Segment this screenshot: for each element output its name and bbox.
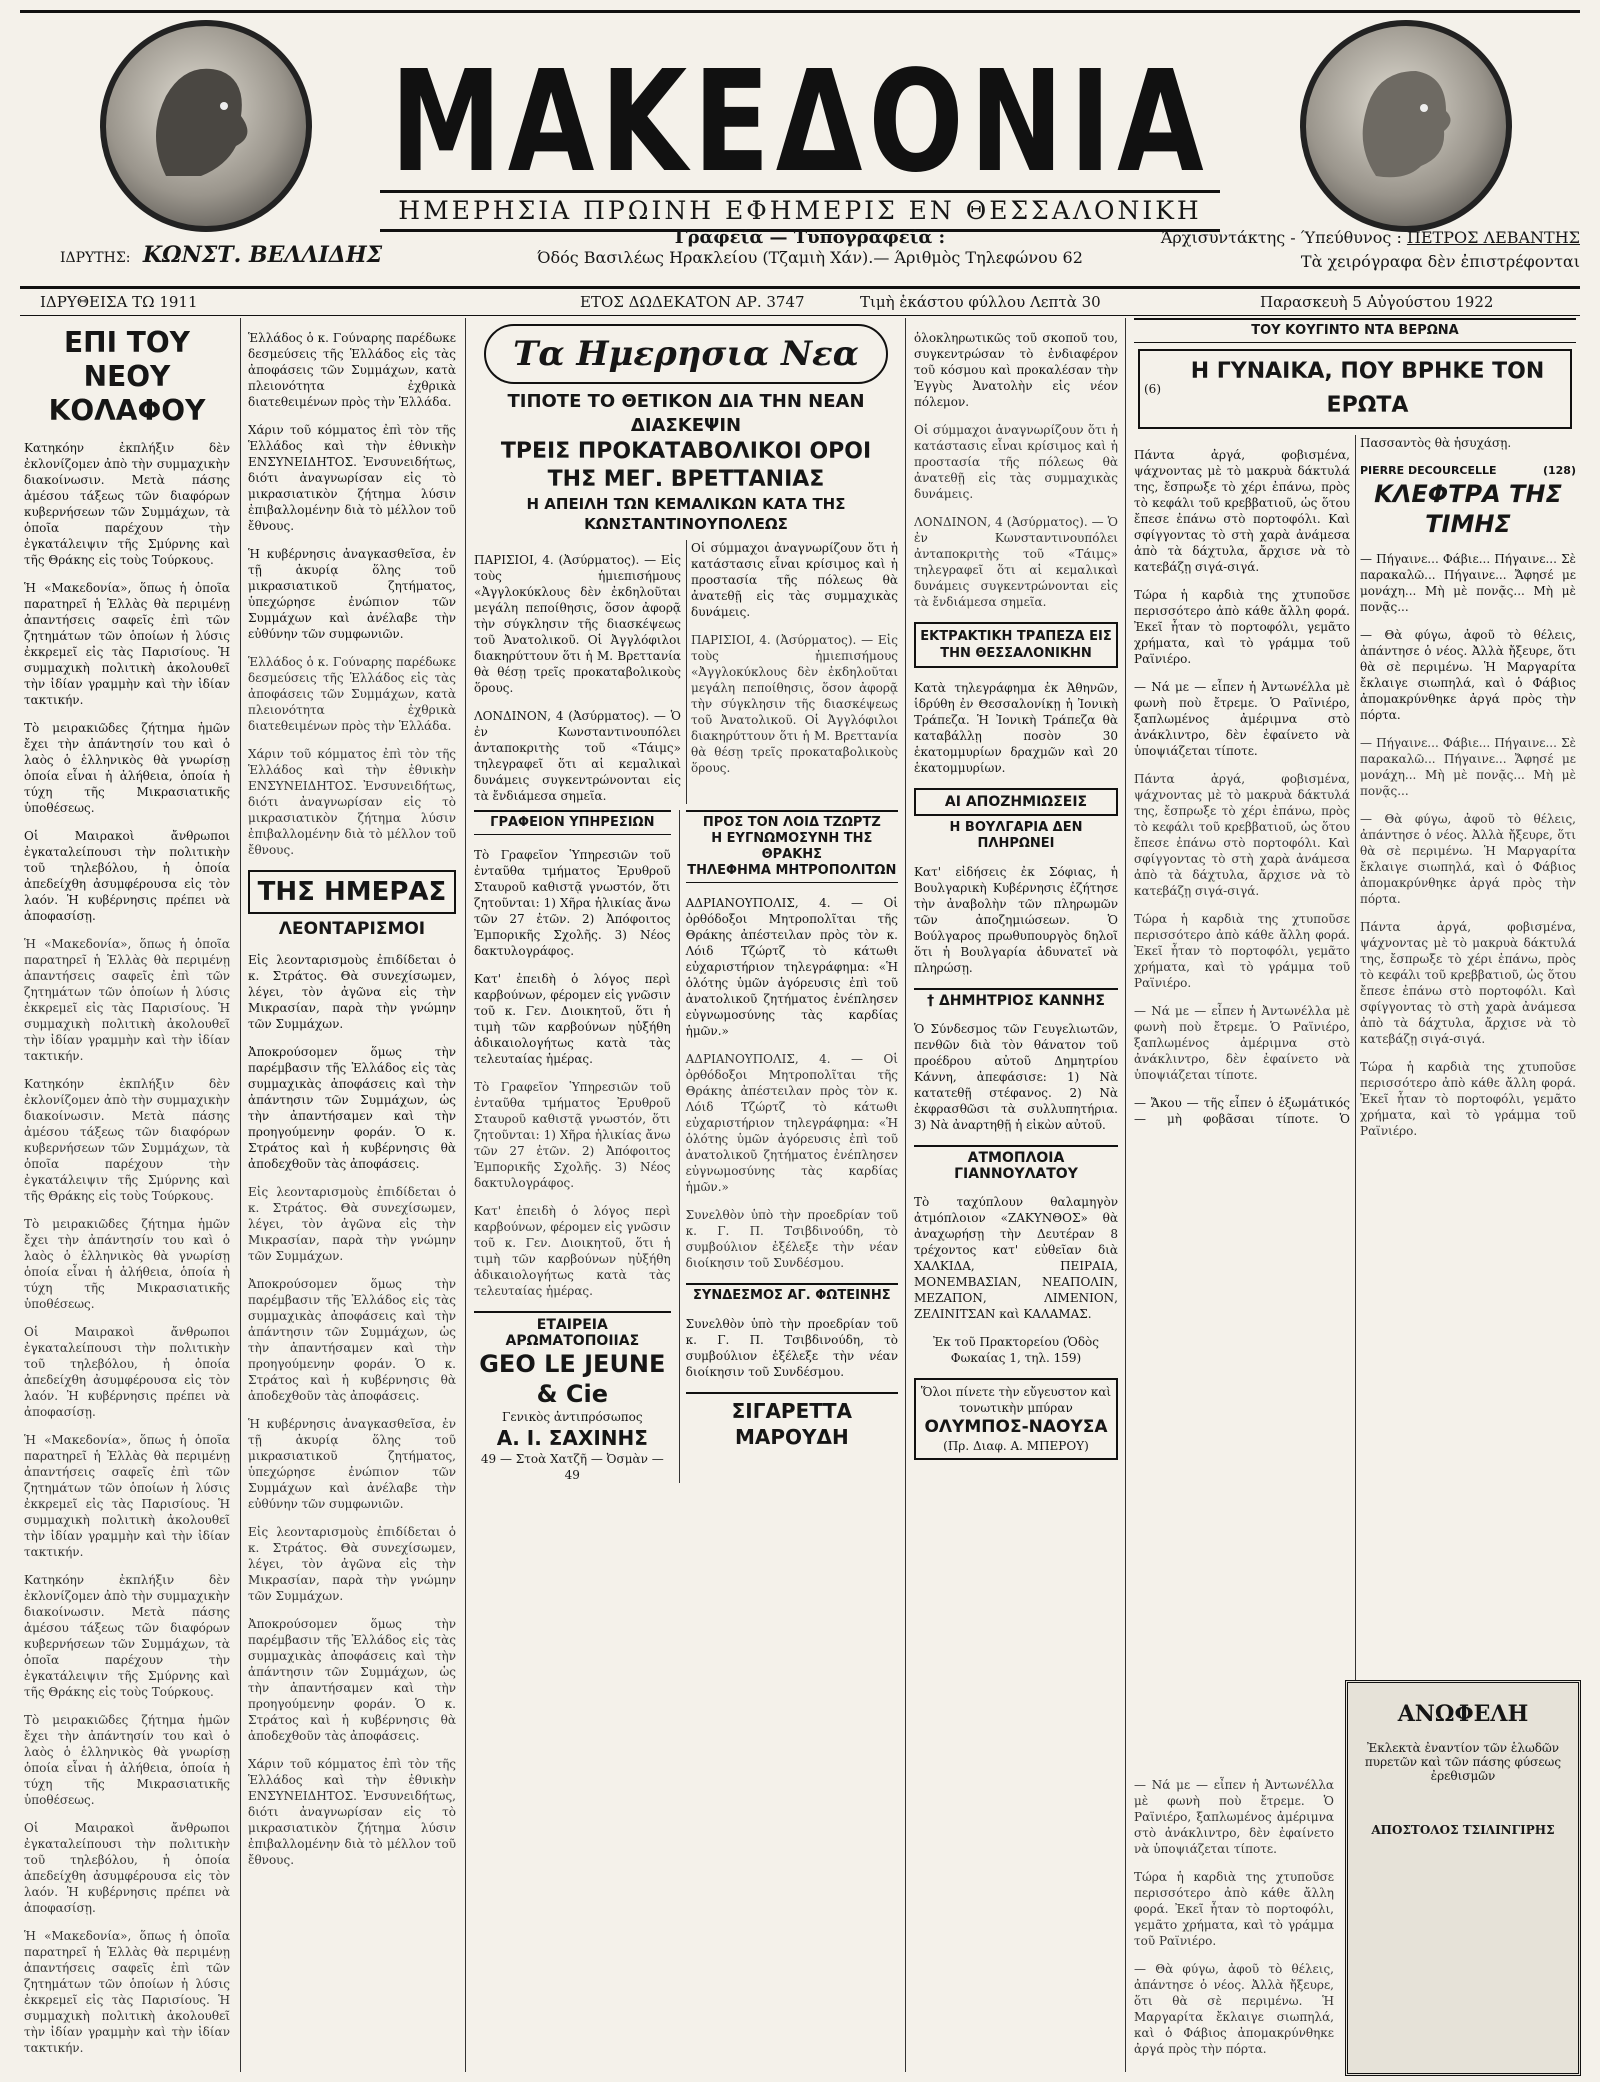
newspaper-title: ΜΑΚΕΔΟΝΙΑ <box>390 41 1210 204</box>
column-1 <box>24 318 230 2072</box>
col2b-paragraph: Ἀποκρούσομεν ὅμως τὴν παρέμβασιν τῆς Ἑλλάδος εἰς τὰς συμμαχικὰς ἀποφάσεις καὶ τὴν ἀπάντησιν τῶν Συμμάχων, ὡς τὴν ἀπαντήσαμεν καὶ τὴν προηγούμενην φοράν. Ὁ κ. Στράτος καὶ ἡ κυβέρνησις θὰ ἀποδεχθοῦν τὰς ἀποφάσεις. <box>248 1277 456 1403</box>
col1-paragraph: Τὸ μειρακιῶδες ζήτημα ἡμῶν ἔχει τὴν ἀπάντησίν του καὶ ὁ λαὸς ὁ ἑλληνικὸς θὰ γνωρίσῃ ὁποία εἶναι ἡ ἀλήθεια, ὁποία ἡ τύχη τῆς Μικρασιατικῆς ὑποθέσεως. <box>24 1217 230 1311</box>
col2-paragraph: Ἑλλάδος ὁ κ. Γούναρης παρέδωκε δεσμεύσεις τῆς Ἑλλάδος εἰς τὰς ἀποφάσεις τῶν Συμμάχων, κατὰ πλειονότητα ἐχθρικὰ διατεθειμένων πρὸς τὴν Ἑλλάδα. <box>248 331 456 409</box>
col1-paragraph: Οἱ Μαιρακοὶ ἄνθρωποι ἐγκαταλείπουσι τὴν πολιτικὴν τοῦ τηλεβόλου, ἡ ὁποία ἀπεδείχθη ἀσυμφέρουσα εἰς τὸν λαόν. Ἡ κυβέρνησις πρέπει νὰ ἀποφασίσῃ. <box>24 1325 230 1419</box>
news-paragraph: ΛΟΝΔΙΝΟΝ, 4 (Ἀσύρματος). — Ὁ ἐν Κωνσταντινουπόλει ἀνταποκριτὴς τοῦ «Τάιμς» τηλεγραφεῖ ὅτι αἱ κεμαλικαὶ δυνάμεις συγκεντρώνονται εἰς τὰ ἔνδιάμεσα σημεῖα. <box>474 709 681 803</box>
founder-label: ΙΔΡΥΤΗΣ: <box>60 250 131 266</box>
shipping-heading: ΑΤΜΟΠΛΟΙΑ ΓΙΑΝΝΟΥΛΑΤΟΥ <box>914 1145 1118 1182</box>
serial-paragraph: Τώρα ἡ καρδιὰ της χτυποῦσε περισσότερο ἀπὸ κάθε ἄλλη φορά. Ἐκεῖ ἦταν τὸ πορτοφόλι, γεμᾶτο χρήματα, καὶ τὸ γράμμα τοῦ Ραϊνιέρο. <box>1134 1870 1334 1948</box>
serial2-paragraph: — Πήγαινε... Φάβιε... Πήγαινε... Σὲ παρακαλῶ... Πήγαινε... Ἄφησέ με μονάχη... Μὴ μὲ πονᾷς... Μὴ μὲ πονᾷς... <box>1360 552 1576 614</box>
col1-headline: ΕΠΙ ΤΟΥ ΝΕΟΥ ΚΟΛΑΦΟΥ <box>48 326 206 427</box>
manuscripts-note: Τὰ χειρόγραφα δὲν ἐπιστρέφονται <box>1300 252 1580 271</box>
col2b-paragraph: Ἀποκρούσομεν ὅμως τὴν παρέμβασιν τῆς Ἑλλάδος εἰς τὰς συμμαχικὰς ἀποφάσεις καὶ τὴν ἀπάντησιν τῶν Συμμάχων, ὡς τὴν ἀπαντήσαμεν καὶ τὴν προηγούμενην φοράν. Ὁ κ. Στράτος καὶ ἡ κυβέρνησις θὰ ἀποδεχθοῦν τὰς ἀποφάσεις. <box>248 1617 456 1743</box>
col2-paragraph: Χάριν τοῦ κόμματος ἐπὶ τὸν τῆς Ἑλλάδος καὶ τὴν ἐθνικὴν ΕΝΣΥΝΕΙΔΗΤΟΣ. Ἐνσυνειδήτως, διότι ἀναγνωρίσαν εἰς τὸ μικρασιατικὸν ζήτημα λύσιν ἐπιβαλλομένην διὰ τὸ μέλλον τοῦ ἔθνους. <box>248 747 456 857</box>
serial-paragraph: — Νά με — εἶπεν ἡ Ἀντωνέλλα μὲ φωνὴ ποὺ ἔτρεμε. Ὁ Ραϊνιέρο, ξαπλωμένος ἀμέριμνα στὸ ἀνάκλιντρο, δὲν ἐφαίνετο νὰ ὑποψιάζεται τίποτε. <box>1134 680 1350 758</box>
serial2-paragraph: — Θὰ φύγω, ἀφοῦ τὸ θέλεις, ἀπάντησε ὁ νέος. Ἀλλὰ ἤξευρε, ὅτι θὰ σὲ περιμένω. Ἡ Μαργαρίτα ἔκλαιγε σιωπηλά, καὶ ὁ Φάβιος ἀπομακρύνθηκε ἀργά πρὸς τὴν πόρτα. <box>1360 812 1576 906</box>
serial2-title: ΚΛΕΦΤΡΑ ΤΗΣ ΤΙΜΗΣ <box>1374 480 1562 538</box>
col2b-paragraph: Ἀποκρούσομεν ὅμως τὴν παρέμβασιν τῆς Ἑλλάδος εἰς τὰς συμμαχικὰς ἀποφάσεις καὶ τὴν ἀπάντησιν τῶν Συμμάχων, ὡς τὴν ἀπαντήσαμεν καὶ τὴν προηγούμενην φοράν. Ὁ κ. Στράτος καὶ ἡ κυβέρνησις θὰ ἀποδεχθοῦν τὰς ἀποφάσεις. <box>248 1045 456 1171</box>
col4-paragraph: ὁλοκληρωτικῶς τοῦ σκοποῦ του, συγκεντρώσαν τὸ ἐνδιαφέρον τοῦ κόσμου καὶ προκαλέσαν τὴν Ἐγγὺς Ἀνατολὴν εἰς νέον πόλεμον. <box>914 331 1118 409</box>
col1-paragraph: Ἡ «Μακεδονία», ὅπως ἡ ὁποῖα παρατηρεῖ ἡ Ἑλλὰς θὰ περιμένῃ ἀπαντήσεις σαφεῖς ἐπὶ τῶν ζητημάτων τῶν ὁποίων ἡ λύσις ἐκκρεμεῖ εἰς τὰς Παρισίους. Ἡ συμμαχικὴ πολιτικὴ ἀκολουθεῖ τὴν ἰδίαν γραμμὴν καὶ τὴν ἰδίαν τακτικήν. <box>24 581 230 707</box>
reparations-heading: ΑΙ ΑΠΟΖΗΜΙΩΣΕΙΣ <box>914 788 1118 816</box>
col2b-paragraph: Ἡ κυβέρνησις ἀναγκασθεῖσα, ἐν τῇ ἀκυρίᾳ ὅλης τοῦ μικρασιατικοῦ ζητήματος, ὑπεχώρησε ἐνώπιον τῶν Συμμάχων καὶ ἀνέλαβε τὴν εὐθύνην τῶν συμφωνιῶν. <box>248 1417 456 1511</box>
issue-number: ΕΤΟΣ ΔΩΔΕΚΑΤΟΝ ΑΡ. 3747 <box>580 293 805 311</box>
top-rule <box>20 10 1580 13</box>
col1-paragraph: Ἡ «Μακεδονία», ὅπως ἡ ὁποῖα παρατηρεῖ ἡ Ἑλλὰς θὰ περιμένῃ ἀπαντήσεις σαφεῖς ἐπὶ τῶν ζητημάτων τῶν ὁποίων ἡ λύσις ἐκκρεμεῖ εἰς τὰς Παρισίους. Ἡ συμμαχικὴ πολιτικὴ ἀκολουθεῖ τὴν ἰδίαν γραμμὴν καὶ τὴν ἰδίαν τακτικήν. <box>24 937 230 1063</box>
cigarette-ad: ΣΙΓΑΡΕΤΤΑ ΜΑΡΟΥΔΗ <box>686 1392 898 1450</box>
column-news <box>474 318 898 2072</box>
thrace-heading-1: ΠΡΟΣ ΤΟΝ ΛΟΙΔ ΤΖΩΡΤΖ <box>686 810 898 831</box>
thrace-paragraph: Συνελθὸν ὑπὸ τὴν προεδρίαν τοῦ κ. Γ. Π. Τσιβδινούδη, τὸ συμβούλιον ἐξέλεξε τὴν νέαν διοίκησιν τοῦ Συνδέσμου. <box>685 1208 898 1270</box>
serial2-author: PIERRE DECOURCELLE <box>1360 464 1497 477</box>
serial-paragraph: — Θὰ φύγω, ἀφοῦ τὸ θέλεις, ἀπάντησε ὁ νέος. Ἀλλὰ ἤξευρε, ὅτι θὰ σὲ περιμένω. Ἡ Μαργαρίτα ἔκλαιγε σιωπηλά, καὶ ὁ Φάβιος ἀπομακρύνθηκε ἀργά πρὸς τὴν πόρτα. <box>1134 1962 1334 2056</box>
col2b-paragraph: Εἰς λεονταρισμοὺς ἐπιδίδεται ὁ κ. Στράτος. Θὰ συνεχίσωμεν, λέγει, τὸν ἀγῶνα εἰς τὴν Μικρασίαν, παρὰ τὴν γνώμην τῶν Συμμάχων. <box>248 1525 456 1603</box>
beer-ad-agent: (Πρ. Διαφ. Α. ΜΠΕΡΟΥ) <box>943 1439 1089 1453</box>
anofeli-ad-title: ΑΝΩΦΕΛΗ <box>1397 1701 1529 1727</box>
col1-paragraph: Τὸ μειρακιῶδες ζήτημα ἡμῶν ἔχει τὴν ἀπάντησίν του καὶ ὁ λαὸς ὁ ἑλληνικὸς θὰ γνωρίσῃ ὁποία εἶναι ἡ ἀλήθεια, ὁποία ἡ τύχη τῆς Μικρασιατικῆς ὑποθέσεως. <box>24 721 230 815</box>
bank-heading: ΕΚΤΡΑΚΤΙΚΗ ΤΡΑΠΕΖΑ ΕΙΣ ΤΗΝ ΘΕΣΣΑΛΟΝΙΚΗΝ <box>914 622 1118 668</box>
column-4 <box>914 318 1118 2072</box>
founded-year: ΙΔΡΥΘΕΙΣΑ ΤΩ 1911 <box>40 293 198 311</box>
news-paragraph: Οἱ σύμμαχοι ἀναγνωρίζουν ὅτι ἡ κατάστασις εἶναι κρίσιμος καὶ ἡ προστασία τῆς πόλεως θὰ ἀνατεθῇ εἰς τὰς συμμαχικὰς δυνάμεις. <box>691 541 898 619</box>
thrace-heading-2: Η ΕΥΓΝΩΜΟΣΥΝΗ ΤΗΣ ΘΡΑΚΗΣ <box>711 831 873 862</box>
offices-heading: Γραφεία — Τυπογραφεία : <box>674 227 946 248</box>
perfume-ad-brand: GEO LE JEUNE & Cie <box>479 1350 666 1408</box>
offices <box>450 228 1170 268</box>
bank-paragraph: Κατὰ τηλεγράφημα ἐκ Ἀθηνῶν, ἱδρύθη ἐν Θεσσαλονίκῃ ἡ Ἰονικὴ Τράπεζα. Ἡ Ἰονικὴ Τράπεζα θὰ καταβάλλῃ ποσὸν 30 ἑκατομμυρίων δραχμῶν καὶ 20 ἑκατομμυρίων. <box>914 681 1118 775</box>
reparations-subheading: Η ΒΟΥΛΓΑΡΙΑ ΔΕΝ ΠΛΗΡΩΝΕΙ <box>949 820 1083 851</box>
serial-paragraph: Τώρα ἡ καρδιὰ της χτυποῦσε περισσότερο ἀπὸ κάθε ἄλλη φορά. Ἐκεῖ ἦταν τὸ πορτοφόλι, γεμᾶτο χρήματα, καὶ τὸ γράμμα τοῦ Ραϊνιέρο. <box>1134 912 1350 990</box>
beer-ad <box>914 1378 1118 1460</box>
services-column <box>474 810 671 1483</box>
agia-foteini-heading: ΣΥΝΔΕΣΜΟΣ ΑΓ. ΦΩΤΕΙΝΗΣ <box>686 1283 898 1304</box>
serial2-paragraph: — Θὰ φύγω, ἀφοῦ τὸ θέλεις, ἀπάντησε ὁ νέος. Ἀλλὰ ἤξευρε, ὅτι θὰ σὲ περιμένω. Ἡ Μαργαρίτα ἔκλαιγε σιωπηλά, καὶ ὁ Φάβιος ἀπομακρύνθηκε ἀργά πρὸς τὴν πόρτα. <box>1360 628 1576 722</box>
serial-title-box <box>1138 349 1572 429</box>
serial-paragraph: — Νά με — εἶπεν ἡ Ἀντωνέλλα μὲ φωνὴ ποὺ ἔτρεμε. Ὁ Ραϊνιέρο, ξαπλωμένος ἀμέριμνα στὸ ἀνάκλιντρο, δὲν ἐφαίνετο νὰ ὑποψιάζεται τίποτε. <box>1134 1004 1350 1082</box>
shipping-paragraph: Τὸ ταχύπλουν θαλαμηγὸν ἀτμόπλοιον «ΖΑΚΥΝΘΟΣ» θὰ ἀναχωρήσῃ τὴν Δευτέραν 8 τρέχοντος κατ' εὐθεῖαν διὰ ΧΑΛΚΙΔΑ, ΠΕΙΡΑΙΑ, ΜΟΝΕΜΒΑΣΙΑΝ, ΝΕΑΠΟΛΙΝ, ΜΕΖΑΠΟΝ, ΛΙΜΕΝΙΟΝ, ΖΕΛΙΝΙΤΣΑΝ καὶ ΚΑΛΑΜΑΣ. <box>914 1195 1118 1321</box>
services-paragraph: Τὸ Γραφεῖον Ὑπηρεσιῶν τοῦ ἐνταῦθα τμήματος Ἐρυθροῦ Σταυροῦ καθιστᾷ γνωστόν, ὅτι ζητοῦνται: 1) Χῆρα ἡλικίας ἄνω τῶν 27 ἐτῶν. 2) Ἀπόφοιτος Ἐμπορικῆς Σχολῆς. 3) Νέος δακτυλογράφος. <box>474 848 671 958</box>
news-paragraph: ΠΑΡΙΣΙΟΙ, 4. (Ἀσύρματος). — Εἰς τοὺς ἡμιεπισήμους «Ἀγγλοκύκλους δὲν ἐκδηλοῦται μεγάλη πεποίθησις, ὅσον ἀφορᾷ τὴν σύγκλησιν τῆς διασκέψεως τοῦ Ἀνατολικοῦ. Οἱ Ἀγγλόφιλοι διακηρύττουν ὅτι ἡ Μ. Βρεττανία θὰ θέσῃ τρεῖς προκαταβολικοὺς ὅρους. <box>474 553 681 695</box>
serial-paragraph: Τώρα ἡ καρδιὰ της χτυποῦσε περισσότερο ἀπὸ κάθε ἄλλη φορά. Ἐκεῖ ἦταν τὸ πορτοφόλι, γεμᾶτο χρήματα, καὶ τὸ γράμμα τοῦ Ραϊνιέρο. <box>1134 588 1350 666</box>
column-2 <box>248 318 456 2072</box>
serial-paragraph: Πάντα ἀργά, φοβισμένα, ψάχνοντας μὲ τὸ μακρυὰ δάκτυλά της, ἔσπρωξε τὸ χέρι ἐπάνω, πρὸς τὸ κεφάλι τοῦ κρεββατιοῦ, ὡς ὅτου ἔπεσε ἐπάνω στὸ πορτοφόλι. Καὶ σφίγγοντας τὸ στὴ χαρὰ ἀνάμεσα ἀπὸ τὰ δάχτυλα, ἄρχισε νὰ τὸ κατεβάζῃ σιγά-σιγά. <box>1134 772 1350 898</box>
col2b-paragraph: Εἰς λεονταρισμοὺς ἐπιδίδεται ὁ κ. Στράτος. Θὰ συνεχίσωμεν, λέγει, τὸν ἀγῶνα εἰς τὴν Μικρασίαν, παρὰ τὴν γνώμην τῶν Συμμάχων. <box>248 1185 456 1263</box>
thrace-heading-3: ΤΗΛΕΦΗΜΑ ΜΗΤΡΟΠΟΛΙΤΩΝ <box>686 863 898 883</box>
col1-paragraph: Κατηκόην ἐκπλήξιν δὲν ἐκλονίζομεν ἀπὸ τὴν συμμαχικὴν διακοίνωσιν. Μετὰ πάσης ἀμέσου τάξεως τῶν διαφόρων κυβερνήσεων τῶν Συμμάχων, τὰ ὁποῖα παρέχουν τὴν ἐγκατάλειψιν τῆς Σμύρνης καὶ τῆς Θράκης εἰς τοὺς Τούρκους. <box>24 441 230 567</box>
editor-label: Άρχισυντάκτης - Ύπεύθυνος : <box>1160 228 1402 247</box>
perfume-ad-address: 49 — Στοὰ Χατζῆ — Ὀσμὰν — 49 <box>480 1452 664 1482</box>
info-row <box>20 228 1580 288</box>
serial2-number: (128) <box>1542 464 1576 477</box>
serial-paragraph: Πάντα ἀργά, φοβισμένα, ψάχνοντας μὲ τὸ μακρυὰ δάκτυλά της, ἔσπρωξε τὸ χέρι ἐπάνω, πρὸς τὸ κεφάλι τοῦ κρεββατιοῦ, ὡς ὅτου ἔπεσε ἐπάνω στὸ πορτοφόλι. Καὶ σφίγγοντας τὸ στὴ χαρὰ ἀνάμεσα ἀπὸ τὰ δάχτυλα, ἄρχισε νὰ τὸ κατεβάζῃ σιγά-σιγά. <box>1134 448 1350 574</box>
perfume-ad-sub: Γενικὸς ἀντιπρόσωπος <box>502 1410 643 1424</box>
editor-name: ΠΕΤΡΟΣ ΛΕΒΑΝΤΗΣ <box>1406 228 1580 247</box>
serial-paragraph: — Ἄκου — τῆς εἶπεν ὁ ἑξωμάτικός — μὴ φοβᾶσαι τίποτε. Ὁ Πασσαντὸς θὰ ἡσυχάσῃ. <box>1134 436 1512 1126</box>
issue-date: Παρασκευὴ 5 Αὐγούστου 1922 <box>1260 293 1494 311</box>
col2b-paragraph: Χάριν τοῦ κόμματος ἐπὶ τὸν τῆς Ἑλλάδος καὶ τὴν ἐθνικὴν ΕΝΣΥΝΕΙΔΗΤΟΣ. Ἐνσυνειδήτως, διότι ἀναγνωρίσαν εἰς τὸ μικρασιατικὸν ζήτημα λύσιν ἐπιβαλλομένην διὰ τὸ μέλλον τοῦ ἔθνους. <box>248 1757 456 1867</box>
col1-paragraph: Τὸ μειρακιῶδες ζήτημα ἡμῶν ἔχει τὴν ἀπάντησίν του καὶ ὁ λαὸς ὁ ἑλληνικὸς θὰ γνωρίσῃ ὁποία εἶναι ἡ ἀλήθεια, ὁποία ἡ τύχη τῆς Μικρασιατικῆς ὑποθέσεως. <box>24 1713 230 1807</box>
thrace-paragraph: ΑΔΡΙΑΝΟΥΠΟΛΙΣ, 4. — Οἱ ὀρθόδοξοι Μητροπολῖται τῆς Θράκης ἀπέστειλαν πρὸς τὸν κ. Λόιδ Τζώρτζ τὸ κάτωθι εὐχαριστήριον τηλεγράφημα: «Ἡ ὁλότης ὑμῶν ἀγόρευσις ἐπὶ τοῦ ἀνατολικοῦ ζητήματος ἐνέπλησεν εὐγνωμοσύνης τὰς καρδίας ἡμῶν.» <box>685 1052 898 1194</box>
offices-address: Όδός Βασιλέως Ηρακλείου (Τζαμιὴ Χάν).— Άριθμὸς Τηλεφώνου 62 <box>537 248 1083 267</box>
serial-number: (6) <box>1144 382 1161 396</box>
col1-paragraph: Κατηκόην ἐκπλήξιν δὲν ἐκλονίζομεν ἀπὸ τὴν συμμαχικὴν διακοίνωσιν. Μετὰ πάσης ἀμέσου τάξεως τῶν διαφόρων κυβερνήσεων τῶν Συμμάχων, τὰ ὁποῖα παρέχουν τὴν ἐγκατάλειψιν τῆς Σμύρνης καὶ τῆς Θράκης εἰς τοὺς Τούρκους. <box>24 1573 230 1699</box>
editor <box>1160 228 1580 247</box>
serial-paragraph: — Νά με — εἶπεν ἡ Ἀντωνέλλα μὲ φωνὴ ποὺ ἔτρεμε. Ὁ Ραϊνιέρο, ξαπλωμένος ἀμέριμνα στὸ ἀνάκλιντρο, δὲν ἐφαίνετο νὰ ὑποψιάζεται τίποτε. <box>1134 1778 1334 1856</box>
obituary-paragraph: Ὁ Σύνδεσμος τῶν Γευγελιωτῶν, πενθῶν διὰ τὸν θάνατον τοῦ προέδρου αὐτοῦ Δημητρίου Κάννη, ἀπεφάσισε: 1) Νὰ κατατεθῇ στέφανος. 2) Νὰ ἐκφρασθῶσι τὰ συλλυπητήρια. 3) Νὰ ἀναρτηθῇ ἡ εἰκὼν αὐτοῦ. <box>914 1022 1118 1132</box>
news-headline-3: Η ΑΠΕΙΛΗ ΤΩΝ ΚΕΜΑΛΙΚΩΝ ΚΑΤΑ ΤΗΣ ΚΩΝΣΤΑΝΤΙΝΟΥΠΟΛΕΩΣ <box>526 495 846 533</box>
reparations-paragraph: Κατ' εἰδήσεις ἐκ Σόφιας, ἡ Βουλγαρικὴ Κυβέρνησις ἐζήτησε τὴν ἀναβολὴν τῶν πληρωμῶν τῶν ἀποζημιώσεων. Ὁ Βούλγαρος πρωθυπουργὸς δηλοῖ ὅτι ἡ Βουλγαρία ἀδυνατεῖ νὰ πληρώσῃ. <box>914 865 1118 975</box>
col1-paragraph: Ἡ «Μακεδονία», ὅπως ἡ ὁποῖα παρατηρεῖ ἡ Ἑλλὰς θὰ περιμένῃ ἀπαντήσεις σαφεῖς ἐπὶ τῶν ζητημάτων τῶν ὁποίων ἡ λύσις ἐκκρεμεῖ εἰς τὰς Παρισίους. Ἡ συμμαχικὴ πολιτικὴ ἀκολουθεῖ τὴν ἰδίαν γραμμὴν καὶ τὴν ἰδίαν τακτικήν. <box>24 1929 230 2055</box>
serial2-paragraph: Πάντα ἀργά, φοβισμένα, ψάχνοντας μὲ τὸ μακρυὰ δάκτυλά της, ἔσπρωξε τὸ χέρι ἐπάνω, πρὸς τὸ κεφάλι τοῦ κρεββατιοῦ, ὡς ὅτου ἔπεσε ἐπάνω στὸ πορτοφόλι. Καὶ σφίγγοντας τὸ στὴ χαρὰ ἀνάμεσα ἀπὸ τὰ δάχτυλα, ἄρχισε νὰ τὸ κατεβάζῃ σιγά-σιγά. <box>1360 920 1576 1046</box>
serial2-paragraph: — Πήγαινε... Φάβιε... Πήγαινε... Σὲ παρακαλῶ... Πήγαινε... Ἄφησέ με μονάχη... Μὴ μὲ πονᾷς... Μὴ μὲ πονᾷς... <box>1360 736 1576 798</box>
anofeli-ad-footer: ΑΠΟΣΤΟΛΟΣ ΤΣΙΛΙΝΓΙΡΗΣ <box>1371 1823 1555 1837</box>
perfume-ad <box>474 1311 671 1483</box>
tis-imeras-sub: ΛΕΟΝΤΑΡΙΣΜΟΙ <box>278 919 426 939</box>
col1-paragraph: Κατηκόην ἐκπλήξιν δὲν ἐκλονίζομεν ἀπὸ τὴν συμμαχικὴν διακοίνωσιν. Μετὰ πάσης ἀμέσου τάξεως τῶν διαφόρων κυβερνήσεων τῶν Συμμάχων, τὰ ὁποῖα παρέχουν τὴν ἐγκατάλειψιν τῆς Σμύρνης καὶ τῆς Θράκης εἰς τοὺς Τούρκους. <box>24 1077 230 1203</box>
dateline <box>20 286 1580 316</box>
beer-ad-text: Ὅλοι πίνετε τὴν εὔγευστον καὶ τονωτικὴν μπύραν <box>920 1385 1112 1415</box>
services-paragraph: Κατ' ἐπειδὴ ὁ λόγος περὶ καρβούνων, φέρομεν εἰς γνῶσιν τοῦ κ. Γεν. Διοικητοῦ, ὅτι ἡ τιμὴ τῶν καρβούνων ηὐξήθη ἀδικαιολογήτως κατὰ τὰς τελευταίας ἡμέρας. <box>474 1204 671 1298</box>
col1-paragraph: Ἡ «Μακεδονία», ὅπως ἡ ὁποῖα παρατηρεῖ ἡ Ἑλλὰς θὰ περιμένῃ ἀπαντήσεις σαφεῖς ἐπὶ τῶν ζητημάτων τῶν ὁποίων ἡ λύσις ἐκκρεμεῖ εἰς τὰς Παρισίους. Ἡ συμμαχικὴ πολιτικὴ ἀκολουθεῖ τὴν ἰδίαν γραμμὴν καὶ τὴν ἰδίαν τακτικήν. <box>24 1433 230 1559</box>
serial-section: ΤΟΥ ΚΟΥΓΙΝΤΟ ΝΤΑ ΒΕΡΩΝΑ <box>1134 318 1576 343</box>
perfume-ad-name: Α. Ι. ΣΑΧΙΝΗΣ <box>496 1426 648 1450</box>
col1-paragraph: Οἱ Μαιρακοὶ ἄνθρωποι ἐγκαταλείπουσι τὴν πολιτικὴν τοῦ τηλεβόλου, ἡ ὁποία ἀπεδείχθη ἀσυμφέρουσα εἰς τὸν λαόν. Ἡ κυβέρνησις πρέπει νὰ ἀποφασίσῃ. <box>24 829 230 923</box>
thrace-paragraph: ΑΔΡΙΑΝΟΥΠΟΛΙΣ, 4. — Οἱ ὀρθόδοξοι Μητροπολῖται τῆς Θράκης ἀπέστειλαν πρὸς τὸν κ. Λόιδ Τζώρτζ τὸ κάτωθι εὐχαριστήριον τηλεγράφημα: «Ἡ ὁλότης ὑμῶν ἀγόρευσις ἐπὶ τοῦ ἀνατολικοῦ ζητήματος ἐνέπλησεν εὐγνωμοσύνης τὰς καρδίας ἡμῶν.» <box>685 896 898 1038</box>
founder <box>60 242 382 268</box>
news-headline-1: ΤΙΠΟΤΕ ΤΟ ΘΕΤΙΚΟΝ ΔΙΑ ΤΗΝ ΝΕΑΝ ΔΙΑΣΚΕΨΙΝ <box>507 391 865 436</box>
thrace-column <box>679 810 898 1483</box>
obituary-heading: † ΔΗΜΗΤΡΙΟΣ ΚΑΝΝΗΣ <box>914 988 1118 1009</box>
col2-paragraph: Ἡ κυβέρνησις ἀναγκασθεῖσα, ἐν τῇ ἀκυρίᾳ ὅλης τοῦ μικρασιατικοῦ ζητήματος, ὑπεχώρησε ἐνώπιον τῶν Συμμάχων καὶ ἀνέλαβε τὴν εὐθύνην τῶν συμφωνιῶν. <box>248 547 456 641</box>
news-paragraph: ΠΑΡΙΣΙΟΙ, 4. (Ἀσύρματος). — Εἰς τοὺς ἡμιεπισήμους «Ἀγγλοκύκλους δὲν ἐκδηλοῦται μεγάλη πεποίθησις, ὅσον ἀφορᾷ τὴν σύγκλησιν τῆς διασκέψεως τοῦ Ἀνατολικοῦ. Οἱ Ἀγγλόφιλοι διακηρύττουν ὅτι ἡ Μ. Βρεττανία θὰ θέσῃ τρεῖς προκαταβολικοὺς ὅρους. <box>691 633 898 775</box>
col4-paragraph: ΛΟΝΔΙΝΟΝ, 4 (Ἀσύρματος). — Ὁ ἐν Κωνσταντινουπόλει ἀνταποκριτὴς τοῦ «Τάιμς» τηλεγραφεῖ ὅτι αἱ κεμαλικαὶ δυνάμεις συγκεντρώνονται εἰς τὰ ἔνδιάμεσα σημεῖα. <box>914 515 1118 609</box>
col2b-paragraph: Εἰς λεονταρισμοὺς ἐπιδίδεται ὁ κ. Στράτος. Θὰ συνεχίσωμεν, λέγει, τὸν ἀγῶνα εἰς τὴν Μικρασίαν, παρὰ τὴν γνώμην τῶν Συμμάχων. <box>248 953 456 1031</box>
agia-foteini-paragraph: Συνελθὸν ὑπὸ τὴν προεδρίαν τοῦ κ. Γ. Π. Τσιβδινούδη, τὸ συμβούλιον ἐξέλεξε τὴν νέαν διοίκησιν τοῦ Συνδέσμου. <box>685 1317 898 1379</box>
anofeli-ad <box>1345 1680 1581 2076</box>
founder-name: ΚΩΝΣΤ. ΒΕΛΛΙΔΗΣ <box>142 242 383 268</box>
news-section-title: Τα Ημερησια Νεα <box>484 324 888 384</box>
serial-title: Η ΓΥΝΑΙΚΑ, ΠΟΥ ΒΡΗΚΕ ΤΟΝ ΕΡΩΤΑ <box>1190 359 1545 418</box>
newspaper-subtitle: ΗΜΕΡΗΣΙΑ ΠΡΩΙΝΗ ΕΦΗΜΕΡΙΣ ΕΝ ΘΕΣΣΑΛΟΝΙΚΗ <box>380 190 1220 232</box>
issue-price: Τιμὴ ἑκάστου φύλλου Λεπτὰ 30 <box>860 293 1101 311</box>
right-medallion-icon <box>1300 20 1512 232</box>
left-medallion-icon <box>100 20 312 232</box>
beer-ad-brand: ΟΛΥΜΠΟΣ-ΝΑΟΥΣΑ <box>924 1417 1108 1437</box>
services-paragraph: Τὸ Γραφεῖον Ὑπηρεσιῶν τοῦ ἐνταῦθα τμήματος Ἐρυθροῦ Σταυροῦ καθιστᾷ γνωστόν, ὅτι ζητοῦνται: 1) Χῆρα ἡλικίας ἄνω τῶν 27 ἐτῶν. 2) Ἀπόφοιτος Ἐμπορικῆς Σχολῆς. 3) Νέος δακτυλογράφος. <box>474 1080 671 1190</box>
col2-paragraph: Ἑλλάδος ὁ κ. Γούναρης παρέδωκε δεσμεύσεις τῆς Ἑλλάδος εἰς τὰς ἀποφάσεις τῶν Συμμάχων, κατὰ πλειονότητα ἐχθρικὰ διατεθειμένων πρὸς τὴν Ἑλλάδα. <box>248 655 456 733</box>
anofeli-ad-text: Ἐκλεκτὰ ἐναντίον τῶν ἑλωδῶν πυρετῶν καὶ τῶν πάσης φύσεως ἐρεθισμῶν <box>1364 1741 1562 1783</box>
news-headline-2: ΤΡΕΙΣ ΠΡΟΚΑΤΑΒΟΛΙΚΟΙ ΟΡΟΙ ΤΗΣ ΜΕΓ. ΒΡΕΤΤΑΝΙΑΣ <box>500 439 872 492</box>
tis-imeras-heading: ΤΗΣ ΗΜΕΡΑΣ <box>248 870 456 914</box>
services-paragraph: Κατ' ἐπειδὴ ὁ λόγος περὶ καρβούνων, φέρομεν εἰς γνῶσιν τοῦ κ. Γεν. Διοικητοῦ, ὅτι ἡ τιμὴ τῶν καρβούνων ηὐξήθη ἀδικαιολογήτως κατὰ τὰς τελευταίας ἡμέρας. <box>474 972 671 1066</box>
shipping-agency: Ἐκ τοῦ Πρακτορείου (Ὁδὸς Φωκαίας 1, τηλ. 159) <box>933 1335 1099 1365</box>
serial2-byline <box>1360 463 1576 479</box>
col1-paragraph: Οἱ Μαιρακοὶ ἄνθρωποι ἐγκαταλείπουσι τὴν πολιτικὴν τοῦ τηλεβόλου, ἡ ὁποία ἀπεδείχθη ἀσυμφέρουσα εἰς τὸν λαόν. Ἡ κυβέρνησις πρέπει νὰ ἀποφασίσῃ. <box>24 1821 230 1915</box>
services-heading: ΓΡΑΦΕΙΟΝ ΥΠΗΡΕΣΙΩΝ <box>474 810 671 835</box>
masthead <box>0 0 1600 265</box>
perfume-ad-heading: ΕΤΑΙΡΕΙΑ ΑΡΩΜΑΤΟΠΟΙΙΑΣ <box>505 1317 640 1349</box>
col4-paragraph: Οἱ σύμμαχοι ἀναγνωρίζουν ὅτι ἡ κατάστασις εἶναι κρίσιμος καὶ ἡ προστασία τῆς πόλεως θὰ ἀνατεθῇ εἰς τὰς συμμαχικὰς δυνάμεις. <box>914 423 1118 501</box>
serial-continuation <box>1134 1777 1334 2057</box>
serial2-paragraph: Τώρα ἡ καρδιὰ της χτυποῦσε περισσότερο ἀπὸ κάθε ἄλλη φορά. Ἐκεῖ ἦταν τὸ πορτοφόλι, γεμᾶτο χρήματα, καὶ τὸ γράμμα τοῦ Ραϊνιέρο. <box>1360 1060 1576 1138</box>
col2-paragraph: Χάριν τοῦ κόμματος ἐπὶ τὸν τῆς Ἑλλάδος καὶ τὴν ἐθνικὴν ΕΝΣΥΝΕΙΔΗΤΟΣ. Ἐνσυνειδήτως, διότι ἀναγνωρίσαν εἰς τὸ μικρασιατικὸν ζήτημα λύσιν ἐπιβαλλομένην διὰ τὸ μέλλον τοῦ ἔθνους. <box>248 423 456 533</box>
